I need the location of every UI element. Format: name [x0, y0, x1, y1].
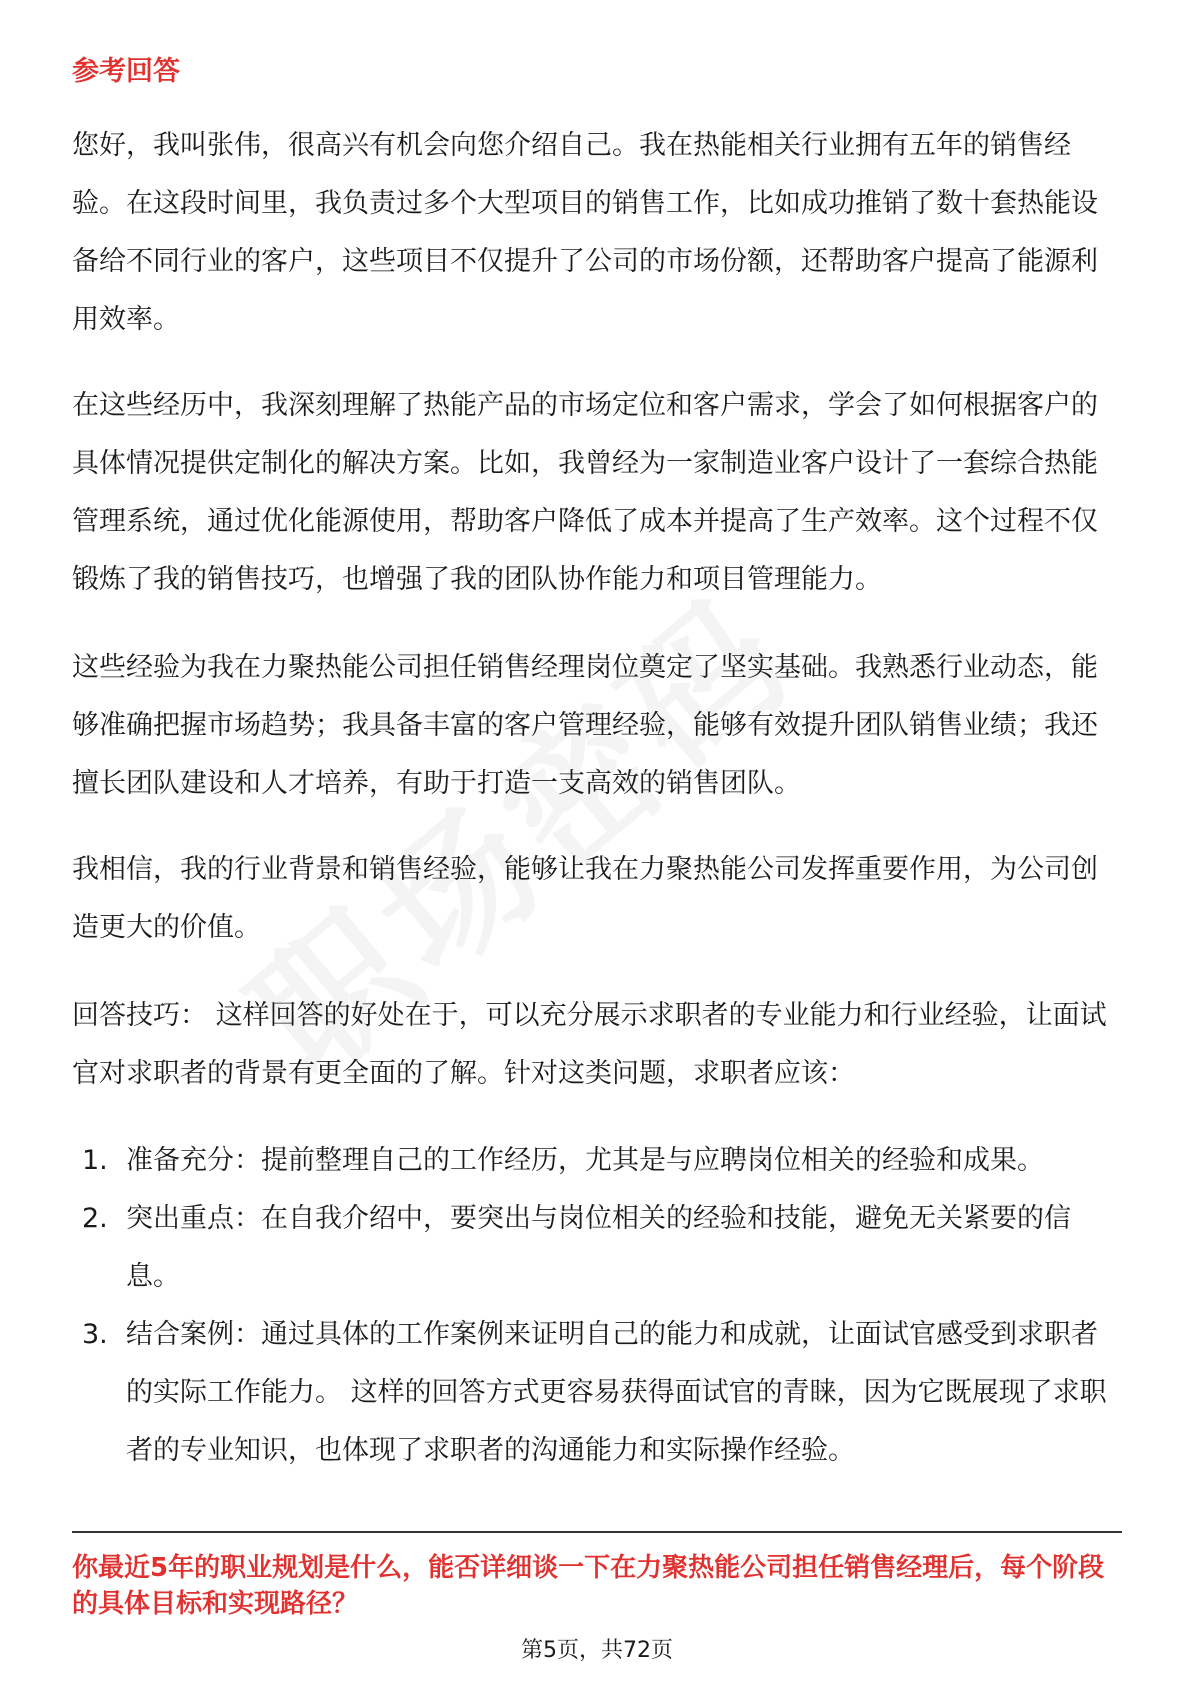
list-item	[72, 1132, 1122, 1190]
tips-intro-paragraph: 回答技巧： 这样回答的好处在于，可以充分展示求职者的专业能力和行业经验，让面试官对求职者的背景有更全面的了解。针对这类问题，求职者应该：	[72, 1000, 1107, 1089]
page-number: 第5页，共72页	[521, 1638, 673, 1663]
answer-paragraph-1: 您好，我叫张伟，很高兴有机会向您介绍自己。我在热能相关行业拥有五年的销售经验。在这段时间里，我负责过多个大型项目的销售工作，比如成功推销了数十套热能设备给不同行业的客户，这些项目不仅提升了公司的市场份额，还帮助客户提高了能源利用效率。	[72, 130, 1098, 335]
list-item-number: 1.	[82, 1145, 108, 1176]
next-question-heading: 你最近5年的职业规划是什么，能否详细谈一下在力聚热能公司担任销售经理后，每个阶段的具体目标和实现路径？	[72, 1553, 1105, 1619]
answer-paragraph-3: 这些经验为我在力聚热能公司担任销售经理岗位奠定了坚实基础。我熟悉行业动态，能够准确把握市场趋势；我具备丰富的客户管理经验，能够有效提升团队销售业绩；我还擅长团队建设和人才培养，有助于打造一支高效的销售团队。	[72, 652, 1098, 799]
answer-paragraph-2: 在这些经历中，我深刻理解了热能产品的市场定位和客户需求，学会了如何根据客户的具体情况提供定制化的解决方案。比如，我曾经为一家制造业客户设计了一套综合热能管理系统，通过优化能源使用，帮助客户降低了成本并提高了生产效率。这个过程不仅锻炼了我的销售技巧，也增强了我的团队协作能力和项目管理能力。	[72, 390, 1098, 595]
list-item-number: 2.	[82, 1203, 108, 1234]
list-item-number: 3.	[82, 1319, 108, 1350]
answer-paragraph-4: 我相信，我的行业背景和销售经验，能够让我在力聚热能公司发挥重要作用，为公司创造更大的价值。	[72, 854, 1098, 943]
list-item	[72, 1190, 1122, 1306]
document-page	[72, 0, 1122, 1684]
section-title: 参考回答	[72, 56, 180, 87]
section-divider	[72, 1531, 1122, 1533]
list-item-text: 准备充分：提前整理自己的工作经历，尤其是与应聘岗位相关的经验和成果。	[126, 1145, 1044, 1176]
list-item-text: 突出重点：在自我介绍中，要突出与岗位相关的经验和技能，避免无关紧要的信息。	[126, 1203, 1071, 1292]
list-item	[72, 1306, 1122, 1480]
list-item-text: 结合案例：通过具体的工作案例来证明自己的能力和成就，让面试官感受到求职者的实际工作能力。 这样的回答方式更容易获得面试官的青睐，因为它既展现了求职者的专业知识，也体现了求职者的沟通能力和实际操作经验。	[126, 1319, 1107, 1466]
tips-list	[72, 1132, 1122, 1480]
